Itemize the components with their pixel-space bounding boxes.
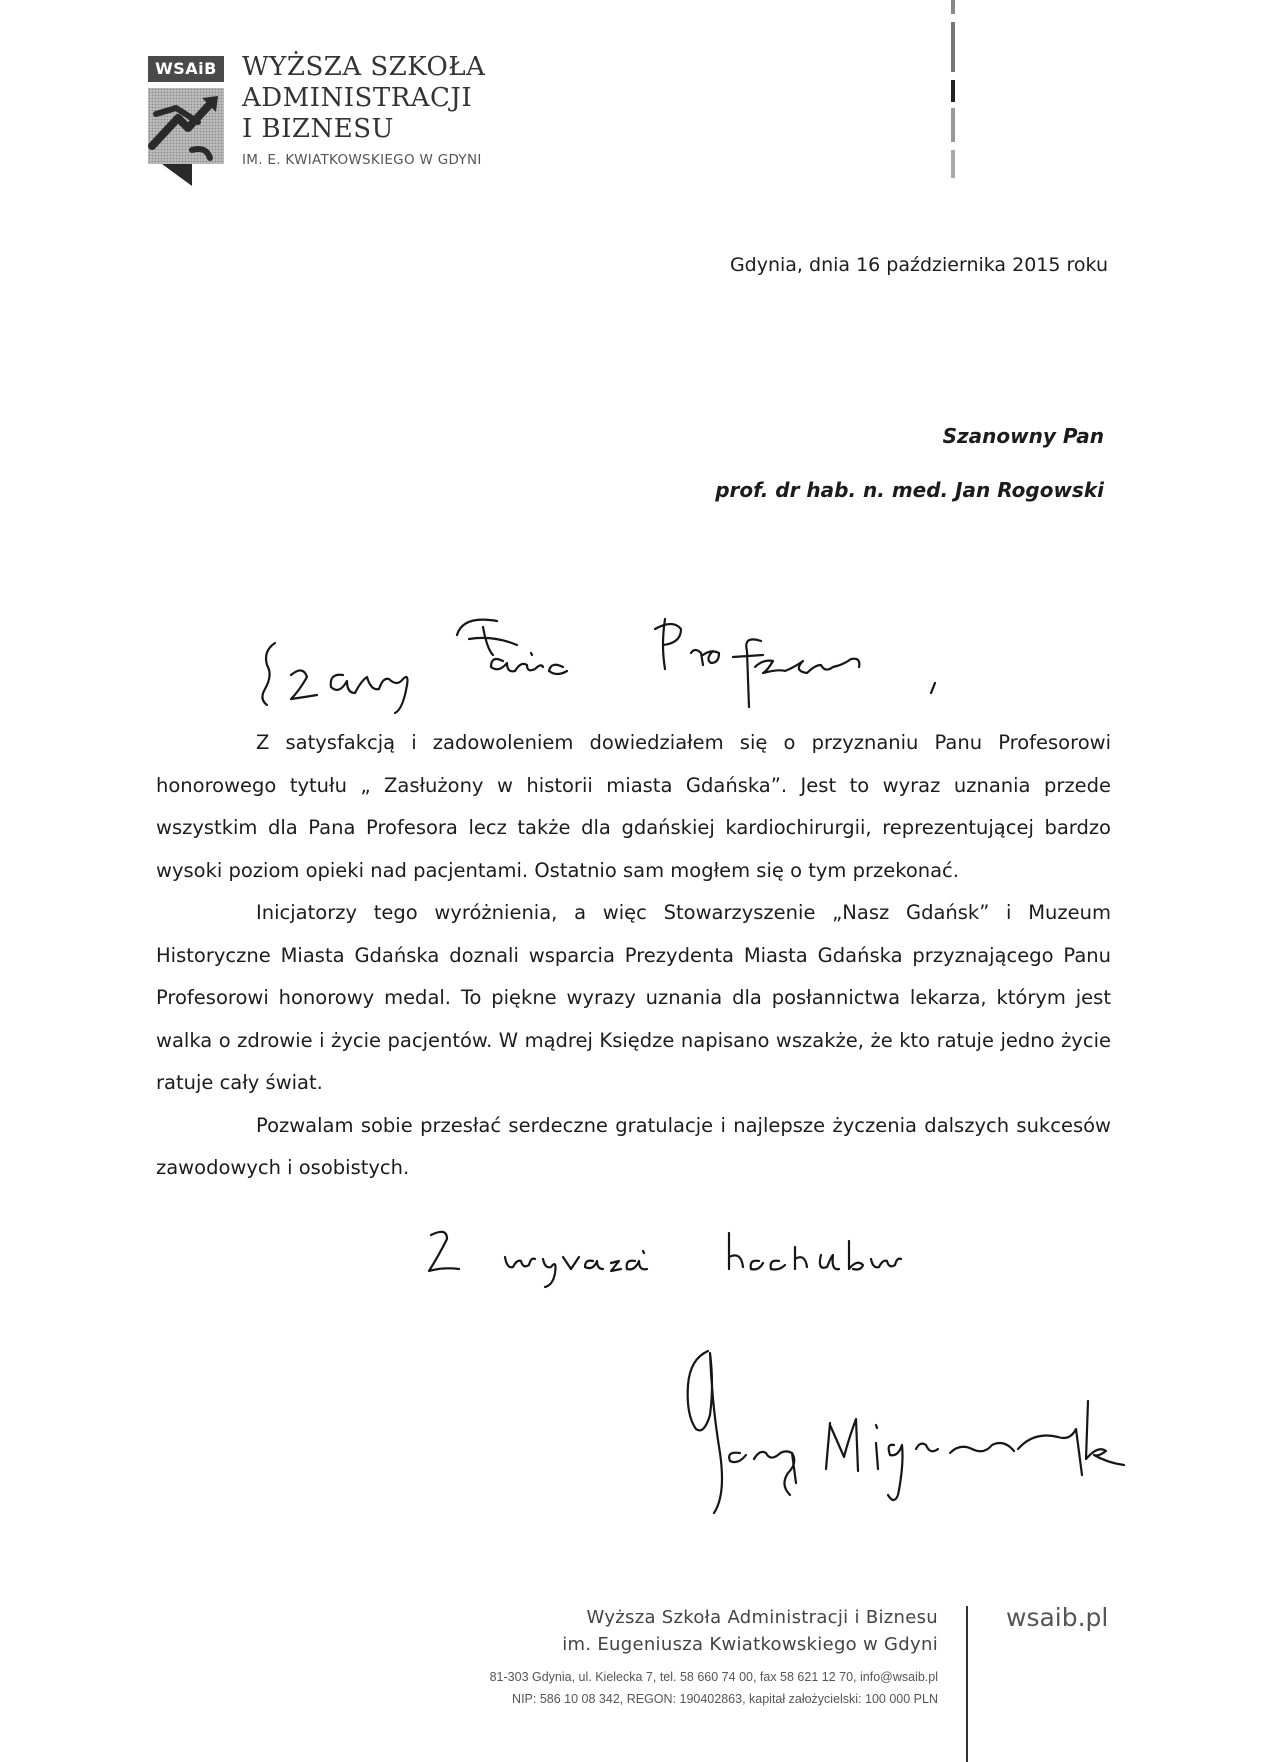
- footer-contact: 81-303 Gdynia, ul. Kielecka 7, tel. 58 660 74 00, fax 58 621 12 70, info@wsaib.pl: [489, 1670, 938, 1684]
- logo-emblem-icon: [148, 88, 224, 188]
- logo-badge: WSAiB: [148, 56, 224, 82]
- letter-body: [156, 722, 1111, 1190]
- recipient-name: prof. dr hab. n. med. Jan Rogowski: [715, 478, 1104, 502]
- letter-date: Gdynia, dnia 16 października 2015 roku: [729, 254, 1108, 276]
- footer-divider: [966, 1606, 968, 1762]
- institution-name: [242, 52, 485, 145]
- footer-address-block: [490, 1604, 938, 1710]
- letterhead-logo: [148, 52, 588, 192]
- footer-institution-patron: im. Eugeniusza Kwiatkowskiego w Gdyni: [562, 1634, 938, 1655]
- recipient-greeting: Szanowny Pan: [942, 424, 1104, 448]
- institution-name-line: ADMINISTRACJI: [242, 83, 473, 113]
- scan-edge-marks: [951, 0, 955, 180]
- handwritten-salutation: [255, 615, 945, 715]
- footer-website: wsaib.pl: [1006, 1603, 1109, 1632]
- letter-paragraph: Z satysfakcją i zadowoleniem dowiedziałem się o przyznaniu Panu Profesorowi honorowego tytułu „ Zasłużony w historii miasta Gdańska”. Jest to wyraz uznania przede wszystkim dla Pana Profesora lecz także dla gdańskiej kardiochirurgii, reprezentującej bardzo wysoki poziom opieki nad pacjentami. Ostatnio sam mogłem się o tym przekonać.: [156, 731, 1111, 882]
- institution-name-line: WYŻSZA SZKOŁA: [242, 52, 486, 82]
- footer-institution-name: Wyższa Szkoła Administracji i Biznesu: [586, 1607, 938, 1628]
- handwritten-closing: [425, 1225, 925, 1295]
- institution-subtitle: IM. E. KWIATKOWSKIEGO W GDYNI: [242, 152, 482, 168]
- handwritten-signature: [680, 1345, 1135, 1520]
- institution-name-line: I BIZNESU: [242, 114, 394, 144]
- footer-registry: NIP: 586 10 08 342, REGON: 190402863, kapitał założycielski: 100 000 PLN: [512, 1692, 938, 1706]
- letter-paragraph: Pozwalam sobie przesłać serdeczne gratulacje i najlepsze życzenia dalszych sukcesów zawodowych i osobistych.: [156, 1113, 1111, 1179]
- letter-paragraph: Inicjatorzy tego wyróżnienia, a więc Stowarzyszenie „Nasz Gdańsk” i Muzeum Historyczne Miasta Gdańska doznali wsparcia Prezydenta Miasta Gdańska przyznającego Panu Profesorowi honorowy medal. To piękne wyrazy uznania dla posłannictwa lekarza, którym jest walka o zdrowie i życie pacjentów. W mądrej Księdze napisano wszakże, że kto ratuje jedno życie ratuje cały świat.: [156, 901, 1111, 1094]
